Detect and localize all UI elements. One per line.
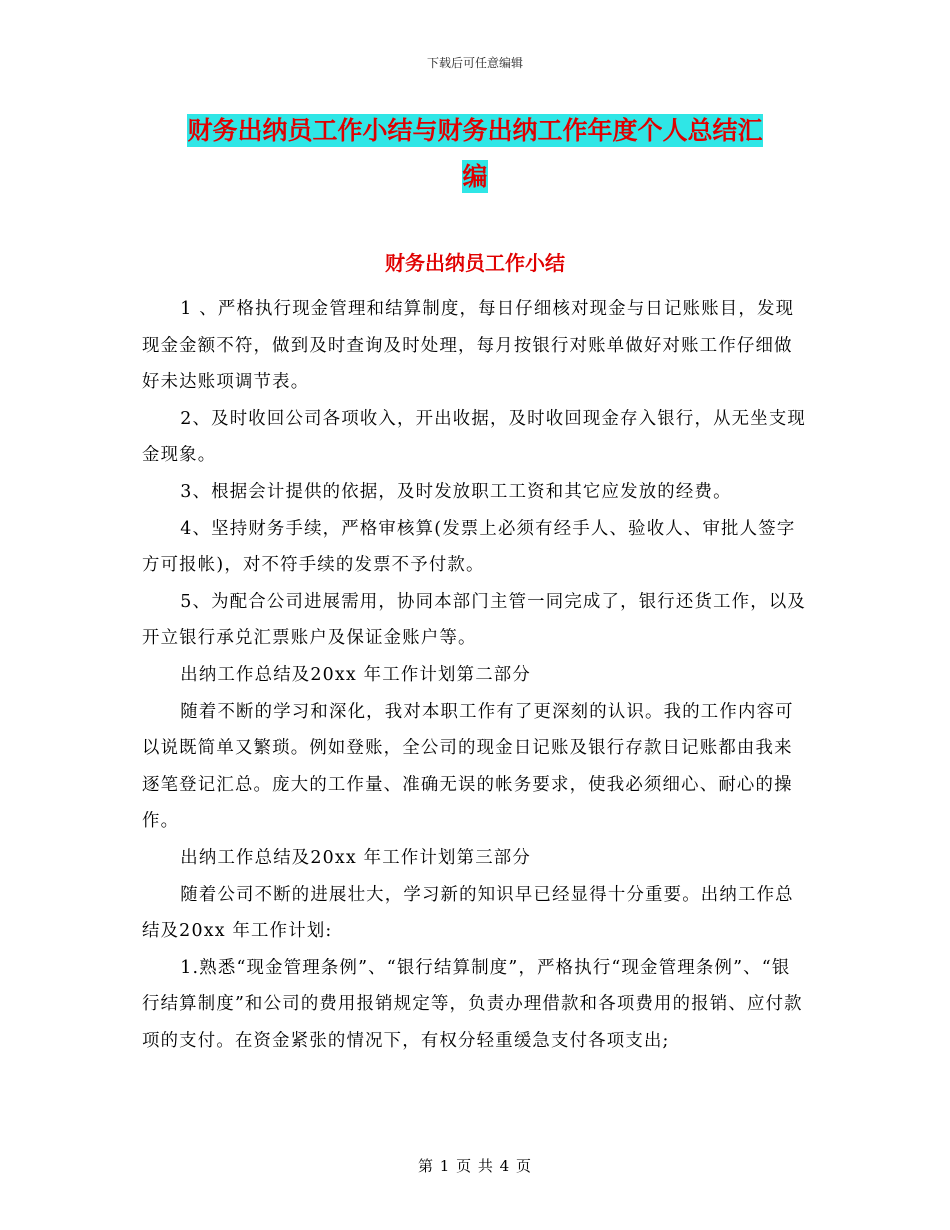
paragraph-4: 4、坚持财务手续，严格审核算(发票上必须有经手人、验收人、审批人签字方可报帐)，对不符手续的发票不予付款。 xyxy=(142,518,796,576)
document-body xyxy=(142,291,807,1059)
page-number: 第 1 页 共 4 页 xyxy=(418,1157,532,1175)
paragraph-8: 1.熟悉“现金管理条例”、“银行结算制度”，严格执行“现金管理条例”、“银行结算制度”和公司的费用报销规定等，负责办理借款和各项费用的报销、应付款项的支付。在资金紧张的情况下，有权分轻重缓急支付各项支出; xyxy=(142,957,803,1051)
paragraph-3: 3、根据会计提供的依据，及时发放职工工资和其它应发放的经费。 xyxy=(180,481,732,502)
paragraph-5: 5、为配合公司进展需用，协同本部门主管一同完成了，银行还货工作，以及开立银行承兑汇票账户及保证金账户等。 xyxy=(142,591,807,649)
section-title: 财务出纳员工作小结 xyxy=(385,251,565,275)
paragraph-2: 2、及时收回公司各项收入，开出收据，及时收回现金存入银行，从无坐支现金现象。 xyxy=(142,408,807,466)
paragraph-7: 随着公司不断的进展壮大，学习新的知识早已经显得十分重要。出纳工作总结及20xx 年工作计划: xyxy=(142,884,794,942)
paragraph-1: 1 、严格执行现金管理和结算制度，每日仔细核对现金与日记账账目，发现现金金额不符，做到及时查询及时处理，每月按银行对账单做好对账工作仔细做好未达账项调节表。 xyxy=(142,299,795,393)
document-title-line-1: 财务出纳员工作小结与财务出纳工作年度个人总结汇 xyxy=(187,116,763,145)
page-header-note: 下载后可任意编辑 xyxy=(426,56,523,70)
paragraph-6: 随着不断的学习和深化，我对本职工作有了更深刻的认识。我的工作内容可以说既简单又繁琐。例如登账，全公司的现金日记账及银行存款日记账都由我来逐笔登记汇总。庞大的工作量、准确无误的帐务要求，使我必须细心、耐心的操作。 xyxy=(142,701,794,832)
subheading-part-3: 出纳工作总结及20xx 年工作计划第三部分 xyxy=(180,847,531,868)
document-title-line-2: 编 xyxy=(462,162,488,191)
document-title xyxy=(140,108,810,200)
subheading-part-2: 出纳工作总结及20xx 年工作计划第二部分 xyxy=(180,664,531,685)
